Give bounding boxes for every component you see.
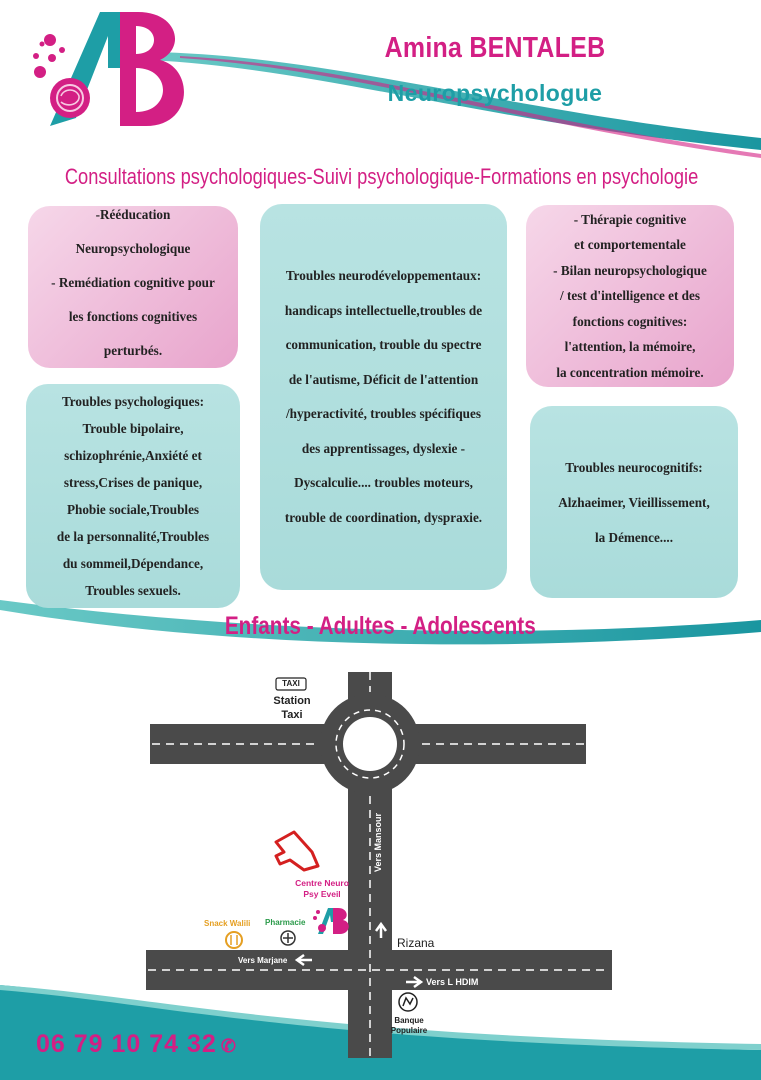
taxi-sign-text: TAXI — [282, 679, 300, 688]
box-line: Troubles neurocognitifs: — [565, 459, 703, 475]
banque-label-line: Populaire — [390, 1026, 428, 1035]
box-line: Dyscalculie.... troubles moteurs, — [294, 475, 473, 490]
taxi-station-line: Station — [273, 695, 311, 707]
services-title: Consultations psychologiques-Suivi psychologique-Formations en psychologie — [64, 164, 699, 189]
box-line: Troubles sexuels. — [85, 583, 181, 598]
box-line: schizophrénie,Anxiété et — [64, 448, 202, 463]
phone-number[interactable] — [36, 1030, 237, 1059]
centre-label-line: Psy Eveil — [303, 889, 341, 899]
box-line: du sommeil,Dépendance, — [62, 556, 204, 571]
box-line: la Démence.... — [595, 529, 673, 545]
box-line: stress,Crises de panique, — [63, 475, 203, 490]
box-line: de l'autisme, Déficit de l'attention — [288, 371, 479, 387]
vers-marjane-label: Vers Marjane — [238, 956, 288, 965]
box-line: l'attention, la mémoire, — [564, 339, 696, 355]
box-line: de la personnalité,Troubles — [56, 529, 210, 544]
box-line: et comportementale — [574, 237, 686, 253]
box-line: Trouble bipolaire, — [82, 421, 184, 436]
taxi-station-line: Taxi — [281, 709, 303, 721]
box-line: - Remédiation cognitive pour — [51, 275, 215, 290]
box-line: - Bilan neuropsychologique — [553, 262, 707, 278]
box-line: Neuropsychologique — [75, 241, 191, 256]
taxi-station-label — [262, 694, 322, 722]
pharmacie-label: Pharmacie — [265, 918, 306, 927]
restaurant-icon — [226, 932, 242, 948]
banque-label — [388, 1016, 430, 1036]
practitioner-profession: Neuropsychologue — [387, 80, 603, 106]
box-line: Phobie sociale,Troubles — [66, 502, 200, 517]
phone-number-text: 06 79 10 74 32 — [36, 1030, 217, 1058]
box-line: la concentration mémoire. — [556, 364, 704, 380]
box-line: Alzhaeimer, Vieillissement, — [558, 494, 710, 510]
audience-title: Enfants - Adultes - Adolescents — [225, 612, 536, 640]
centre-label — [282, 878, 362, 900]
vers-mansour-label: Vers Mansour — [373, 812, 383, 872]
centre-logo-icon — [313, 908, 349, 934]
pointing-hand-icon — [276, 832, 318, 870]
snack-label: Snack Walili — [204, 919, 251, 928]
rizana-label: Rizana — [397, 936, 435, 950]
centre-label-line: Centre Neuro — [295, 878, 349, 888]
box-line: communication, trouble du spectre — [285, 337, 482, 352]
box-line: fonctions cognitives: — [572, 313, 688, 329]
box-line: des apprentissages, dyslexie - — [301, 440, 466, 456]
banque-label-line: Banque — [394, 1016, 424, 1025]
box-line: trouble de coordination, dyspraxie. — [284, 509, 483, 525]
box-line: perturbés. — [103, 343, 163, 358]
box-line: - Thérapie cognitive — [573, 211, 687, 227]
vers-hdim-label: Vers L HDIM — [426, 977, 479, 987]
box-line: les fonctions cognitives — [68, 309, 198, 324]
practitioner-name: Amina BENTALEB — [384, 32, 606, 64]
box-line: / test d'intelligence et des — [560, 288, 700, 304]
box-line: /hyperactivité, troubles spécifiques — [286, 406, 481, 421]
phone-icon: ✆ — [220, 1036, 237, 1056]
box-line: Troubles psychologiques: — [61, 394, 205, 409]
box-line: -Rééducation — [95, 207, 171, 222]
box-line: handicaps intellectuelle,troubles de — [284, 302, 483, 318]
box-line: Troubles neurodéveloppementaux: — [285, 268, 482, 283]
